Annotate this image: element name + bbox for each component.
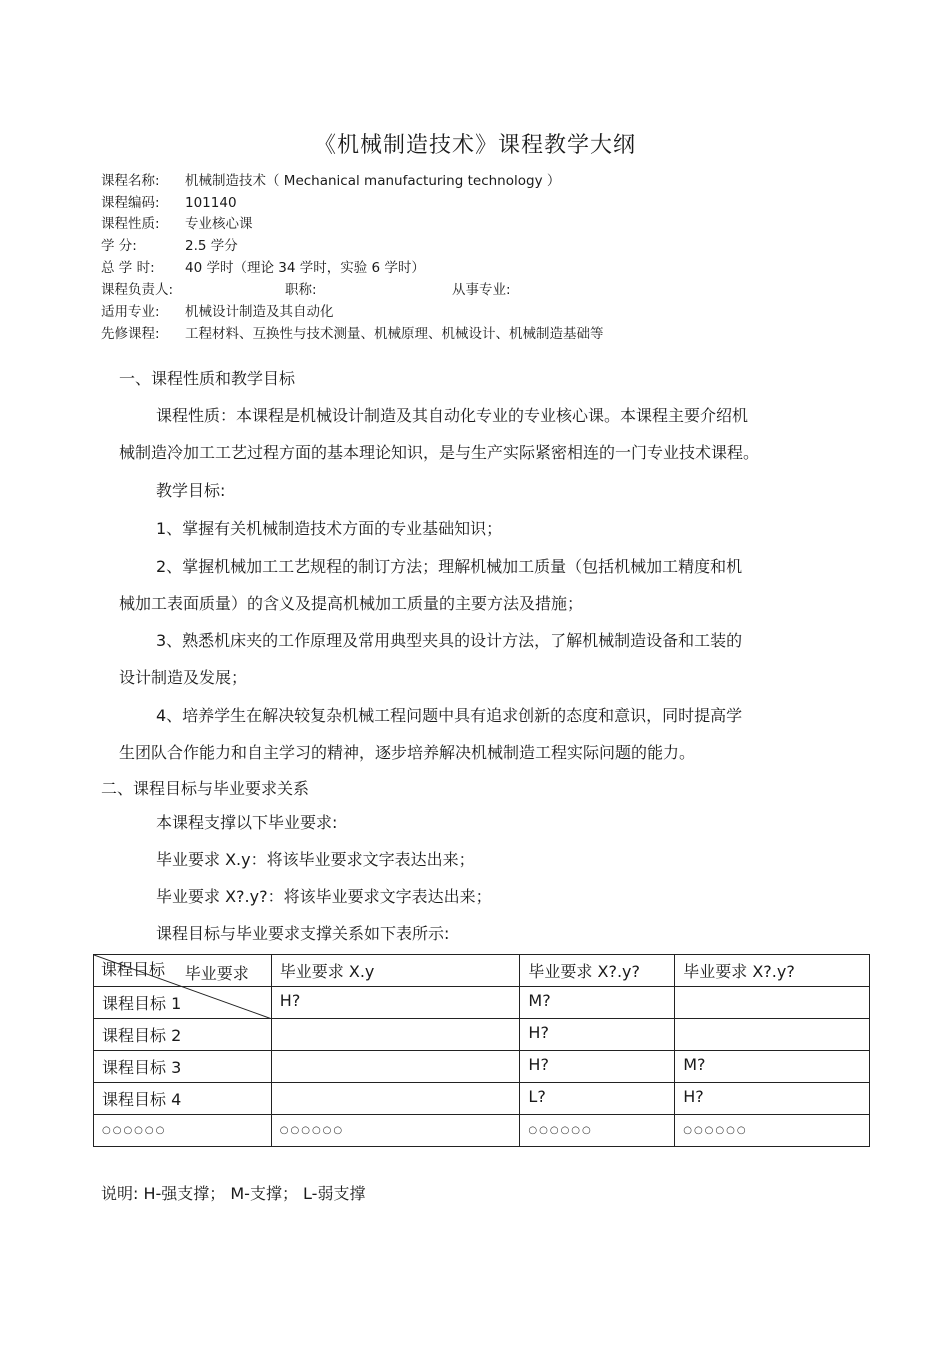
paragraph-line: 械制造冷加工工艺过程方面的基本理论知识，是与生产实际紧密相连的一门专业技术课程。	[119, 443, 760, 462]
meta-key: 先修课程:	[101, 326, 160, 342]
column-header: 毕业要求 X?.y?	[520, 955, 675, 987]
meta-key: 总 学 时:	[101, 260, 155, 276]
goal-1: 1、掌握有关机械制造技术方面的专业基础知识；	[156, 519, 503, 538]
row-label: ○○○○○○	[94, 1115, 272, 1147]
table-cell: M?	[520, 987, 675, 1019]
goal-3-line: 设计制造及发展；	[119, 668, 248, 687]
meta-value: 2.5 学分	[185, 238, 238, 254]
document-title: 《机械制造技术》课程教学大纲	[313, 133, 636, 158]
table-header-row	[94, 955, 870, 987]
meta-key: 适用专业:	[101, 304, 160, 320]
meta-value: 专业核心课	[185, 216, 253, 232]
table-cell: L?	[520, 1083, 675, 1115]
meta-credits	[101, 235, 238, 257]
goal-4-line: 生团队合作能力和自主学习的精神，逐步培养解决机械制造工程实际问题的能力。	[119, 743, 696, 762]
support-relation-table	[93, 954, 870, 1147]
table-cell: ○○○○○○	[675, 1115, 870, 1147]
table-cell	[271, 1019, 520, 1051]
column-header: 毕业要求 X.y	[271, 955, 520, 987]
meta-course-code	[101, 192, 237, 214]
meta-value: 工程材料、互换性与技术测量、机械原理、机械设计、机械制造基础等	[185, 326, 604, 342]
corner-top-label: 毕业要求	[184, 964, 249, 983]
meta-key: 课程名称:	[101, 173, 160, 189]
section-heading-1: 一、课程性质和教学目标	[119, 369, 296, 388]
support-intro: 本课程支撑以下毕业要求:	[156, 813, 338, 832]
table-cell: H?	[520, 1051, 675, 1083]
requirement-1: 毕业要求 X.y：将该毕业要求文字表达出来；	[156, 850, 475, 869]
table-row	[94, 1019, 870, 1051]
goal-2-line: 2、掌握机械加工工艺规程的制订方法；理解机械加工质量（包括机械加工精度和机	[156, 557, 743, 576]
column-header: 毕业要求 X?.y?	[675, 955, 870, 987]
table-intro: 课程目标与毕业要求支撑关系如下表所示:	[156, 924, 450, 943]
meta-key: 学 分:	[101, 238, 137, 254]
meta-key: 课程负责人:	[101, 282, 174, 298]
goal-3-line: 3、熟悉机床夹的工作原理及常用典型夹具的设计方法，了解机械制造设备和工装的	[156, 631, 743, 650]
goals-label: 教学目标:	[156, 481, 226, 500]
meta-key: 课程性质:	[101, 216, 160, 232]
goal-2-line: 械加工表面质量）的含义及提高机械加工质量的主要方法及措施；	[119, 594, 584, 613]
row-label: 课程目标 3	[94, 1051, 272, 1083]
meta-value: 101140	[185, 195, 237, 211]
table-cell	[675, 987, 870, 1019]
table-cell	[271, 1083, 520, 1115]
table-cell	[271, 1051, 520, 1083]
requirement-2: 毕业要求 X?.y?：将该毕业要求文字表达出来；	[156, 887, 492, 906]
row-label: 课程目标 4	[94, 1083, 272, 1115]
table-cell	[675, 1019, 870, 1051]
meta-course-nature	[101, 213, 253, 235]
meta-field-label: 从事专业:	[452, 282, 511, 298]
table-cell: H?	[520, 1019, 675, 1051]
legend-note: 说明: H-强支撑； M-支撑； L-弱支撑	[101, 1184, 366, 1203]
meta-major	[101, 301, 334, 323]
corner-bottom-label: 课程目标	[101, 960, 166, 979]
meta-value: 机械设计制造及其自动化	[185, 304, 334, 320]
table-row	[94, 1083, 870, 1115]
table-row	[94, 1051, 870, 1083]
table-cell: ○○○○○○	[271, 1115, 520, 1147]
meta-value: 40 学时（理论 34 学时，实验 6 学时）	[185, 260, 425, 276]
section-heading-2: 二、课程目标与毕业要求关系	[101, 779, 310, 798]
row-label: 课程目标 2	[94, 1019, 272, 1051]
meta-hours	[101, 257, 425, 279]
table-cell: ○○○○○○	[520, 1115, 675, 1147]
table-cell: H?	[271, 987, 520, 1019]
meta-key: 课程编码:	[101, 195, 160, 211]
paragraph-line: 课程性质：本课程是机械设计制造及其自动化专业的专业核心课。本课程主要介绍机	[156, 406, 749, 425]
meta-value: 机械制造技术（ Mechanical manufacturing technology ）	[185, 173, 561, 189]
meta-title-label: 职称:	[285, 282, 317, 298]
row-label: 课程目标 1	[94, 987, 272, 1019]
table-cell: M?	[675, 1051, 870, 1083]
table-cell: H?	[675, 1083, 870, 1115]
meta-prerequisites	[101, 323, 604, 345]
meta-course-name	[101, 170, 560, 192]
meta-course-lead	[101, 279, 185, 301]
goal-4-line: 4、培养学生在解决较复杂机械工程问题中具有追求创新的态度和意识，同时提高学	[156, 706, 743, 725]
diagonal-header-cell	[94, 955, 272, 987]
table-row	[94, 1115, 870, 1147]
